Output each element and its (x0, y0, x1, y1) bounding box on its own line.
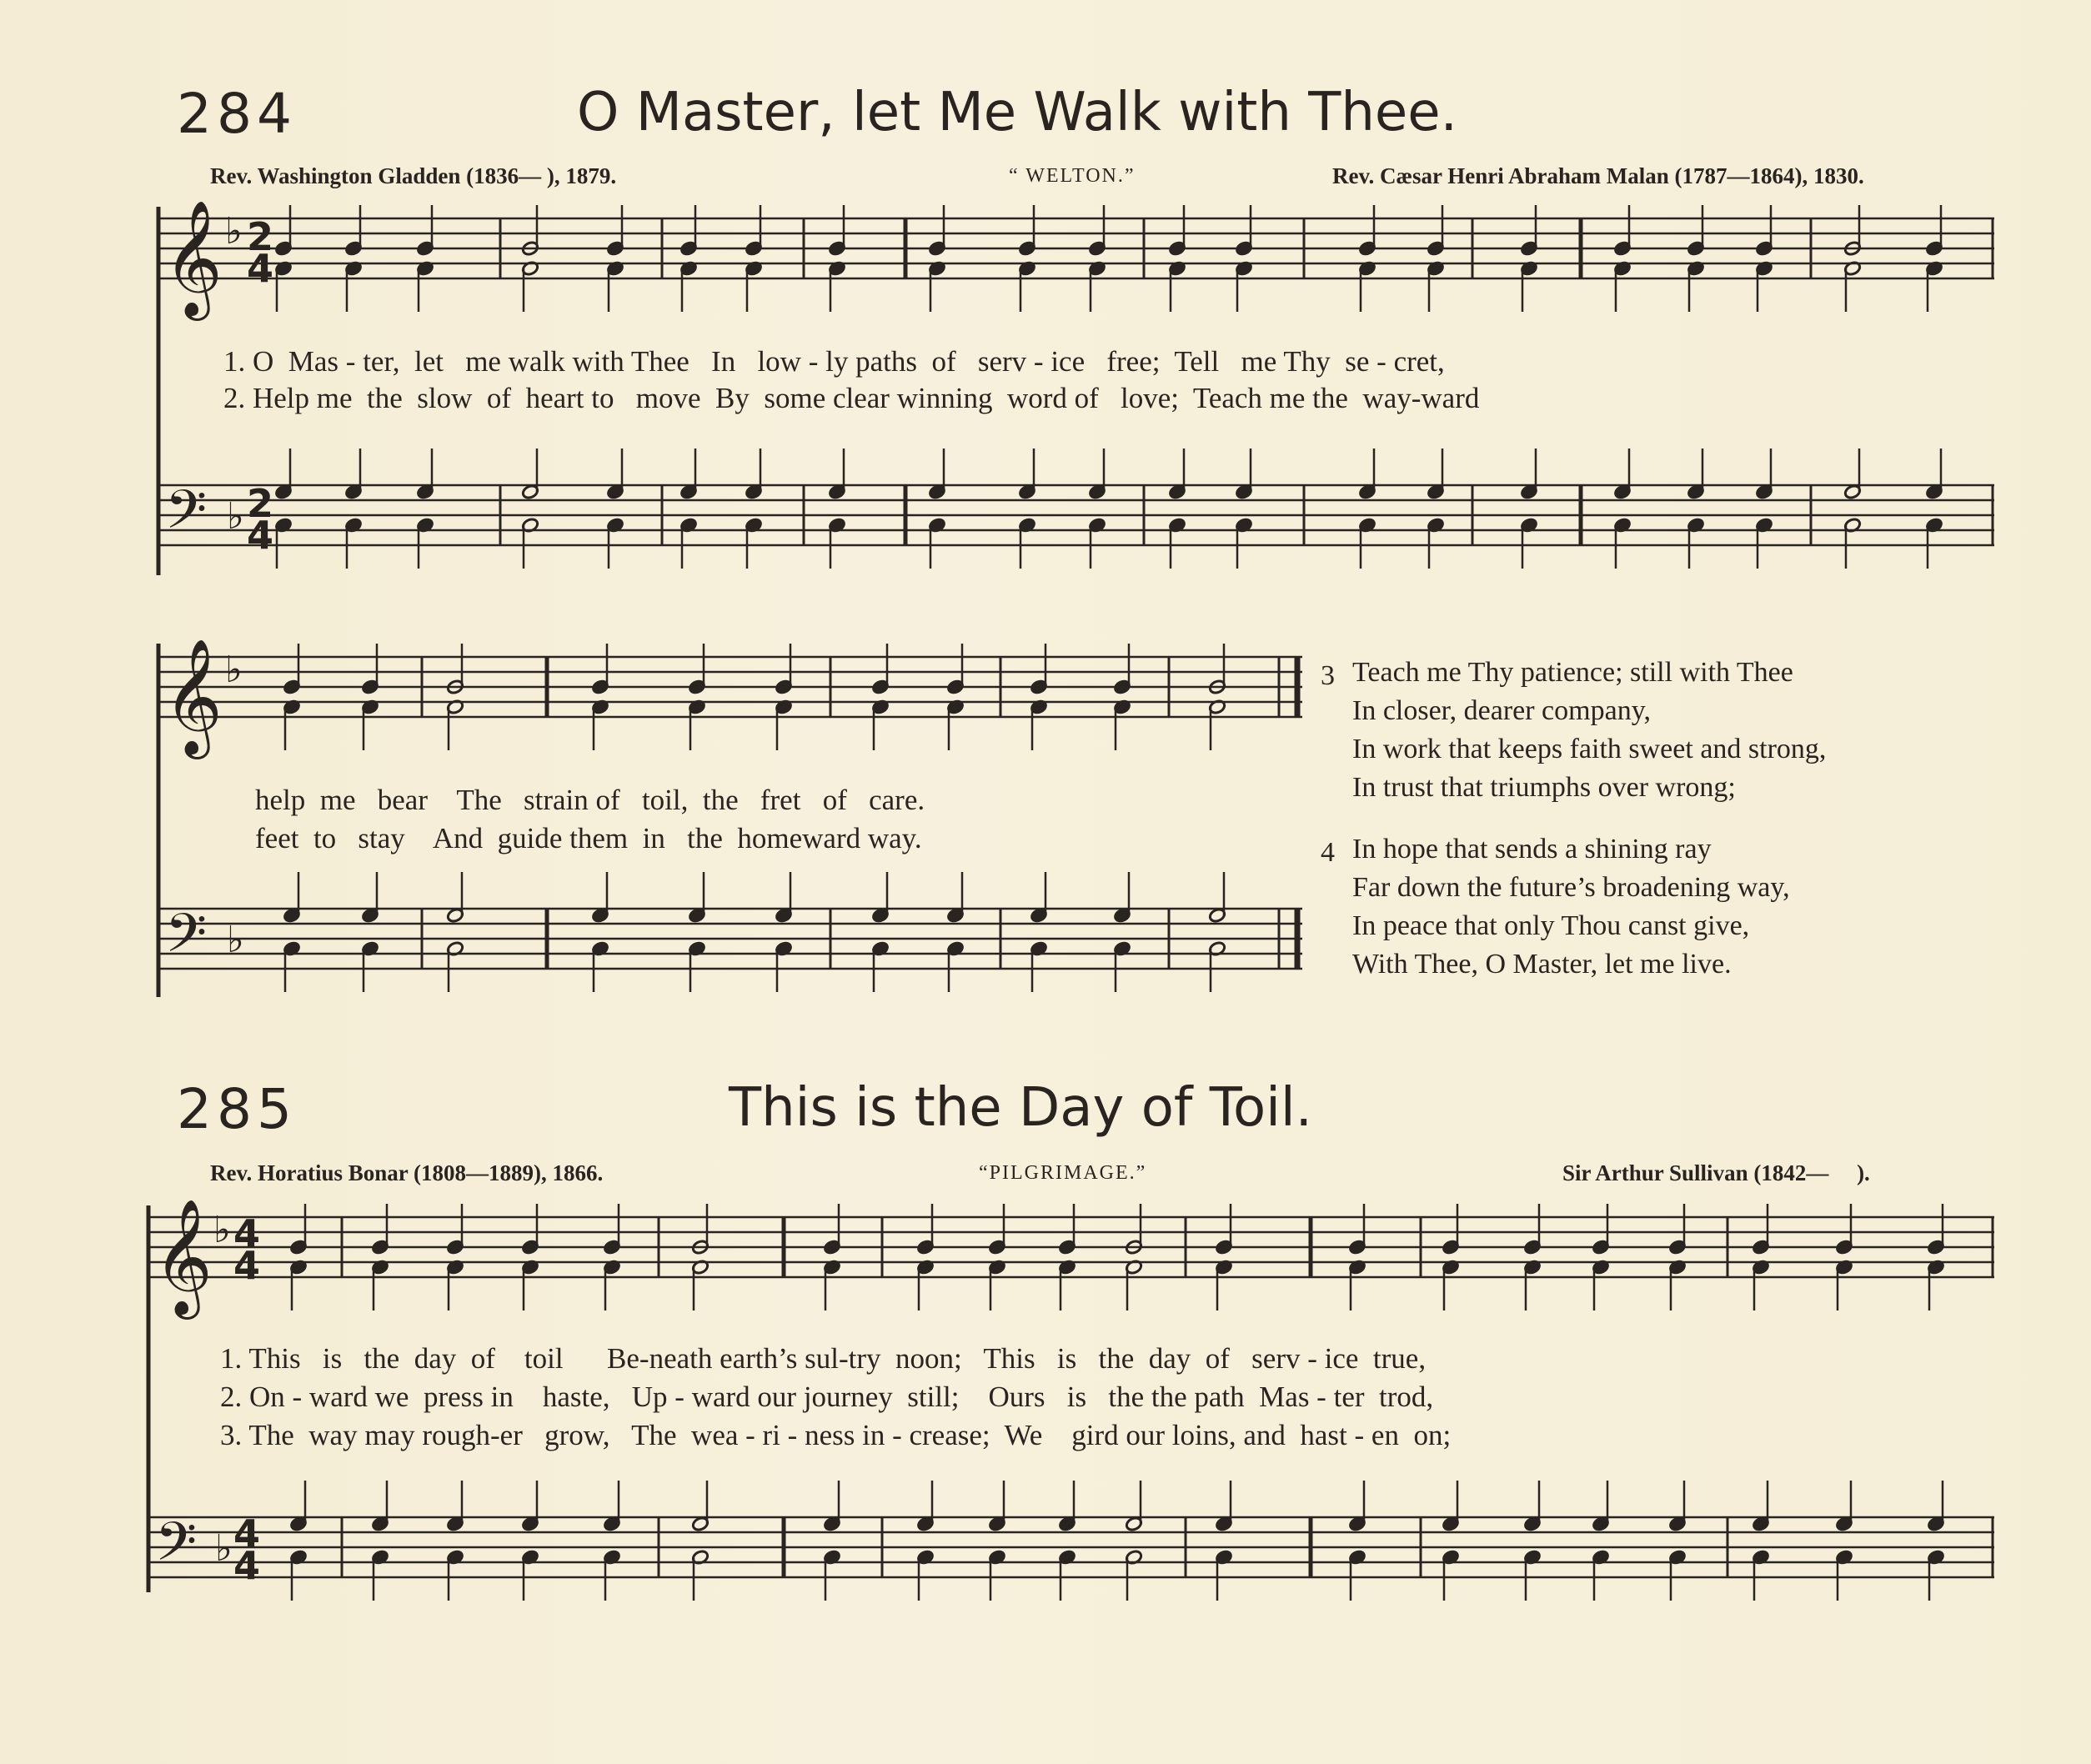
hymn-284-lyric-s2-verse-2: feet to stay And guide them in the homeward way. (255, 822, 922, 854)
svg-text:𝄢: 𝄢 (165, 479, 208, 554)
hymn-284-lyric-verse-1: 1. O Mas - ter, let me walk with Thee In low - ly paths of serv - ice free; Tell me Thy se - cret, (223, 345, 1445, 378)
verse-4-line-1: In hope that sends a shining ray (1352, 834, 1712, 864)
hymn-284-lyric-verse-2: 2. Help me the slow of heart to move By some clear winning word of love; Teach me the way-ward (223, 382, 1480, 414)
svg-text:4: 4 (233, 1211, 261, 1256)
hymn-285-lyric-verse-2: 2. On - ward we press in haste, Up - ward our journey still; Ours is the the path Mas - ter trod, (220, 1381, 1434, 1413)
svg-text:𝄢: 𝄢 (155, 1511, 198, 1586)
svg-text:𝄢: 𝄢 (165, 903, 208, 978)
hymn-285-composer: Sir Arthur Sullivan (1842— ). (1562, 1160, 1870, 1185)
svg-text:4: 4 (233, 1543, 261, 1588)
hymn-285-number: 285 (177, 1077, 297, 1141)
verse-4-line-4: With Thee, O Master, let me live. (1352, 949, 1732, 980)
hymn-284-title: O Master, let Me Walk with Thee. (577, 82, 1457, 143)
hymn-284-composer: Rev. Cæsar Henri Abraham Malan (1787—1864), 1830. (1332, 163, 1864, 188)
hymn-285-tune: “PILGRIMAGE.” (979, 1162, 1147, 1184)
staff-284-s2-bass (157, 909, 1302, 969)
svg-text:♭: ♭ (215, 1527, 233, 1570)
hymn-285-title: This is the Day of Toil. (729, 1077, 1312, 1139)
svg-text:♭: ♭ (213, 1209, 231, 1251)
hymn-284-tune: “ WELTON.” (1009, 165, 1136, 187)
hymn-284-number: 284 (177, 82, 297, 146)
hymn-285-lyric-verse-1: 1. This is the day of toil Be-neath earth’s sul-try noon; This is the day of serv - ice true, (220, 1342, 1427, 1375)
verse-3-line-1: Teach me Thy patience; still with Thee (1352, 657, 1793, 688)
verse-3-line-4: In trust that triumphs over wrong; (1352, 772, 1736, 803)
svg-text:4: 4 (233, 1511, 261, 1556)
staff-284-s2-treble (157, 657, 1302, 717)
svg-text:4: 4 (247, 246, 274, 291)
hymn-284-lyric-s2-verse-1: help me bear The strain of toil, the fret of care. (255, 784, 925, 816)
svg-text:2: 2 (247, 214, 274, 259)
hymn-285-lyric-verse-3: 3. The way may rough-er grow, The wea - ri - ness in - crease; We gird our loins, and hast - en on; (220, 1419, 1452, 1451)
svg-text:4: 4 (247, 513, 274, 558)
verse-3-number: 3 (1321, 660, 1335, 691)
svg-text:𝄞: 𝄞 (163, 200, 223, 316)
svg-text:𝄞: 𝄞 (163, 639, 223, 754)
svg-text:♭: ♭ (227, 495, 244, 538)
hymn-284-author: Rev. Washington Gladden (1836— ), 1879. (210, 163, 617, 188)
verse-4-number: 4 (1321, 837, 1335, 868)
svg-text:𝄞: 𝄞 (153, 1199, 213, 1315)
verse-3-line-3: In work that keeps faith sweet and strong, (1352, 734, 1827, 764)
hymn-285-author: Rev. Horatius Bonar (1808—1889), 1866. (210, 1160, 604, 1185)
svg-text:2: 2 (247, 481, 274, 526)
svg-text:4: 4 (233, 1243, 261, 1288)
svg-text:♭: ♭ (227, 919, 244, 961)
svg-text:♭: ♭ (225, 649, 243, 691)
svg-text:♭: ♭ (225, 210, 243, 253)
verse-4-line-3: In peace that only Thou canst give, (1352, 910, 1750, 941)
verse-3-line-2: In closer, dearer company, (1352, 695, 1651, 726)
staff-284-s1-bass (157, 485, 1994, 545)
verse-4-line-2: Far down the future’s broadening way, (1352, 872, 1790, 903)
